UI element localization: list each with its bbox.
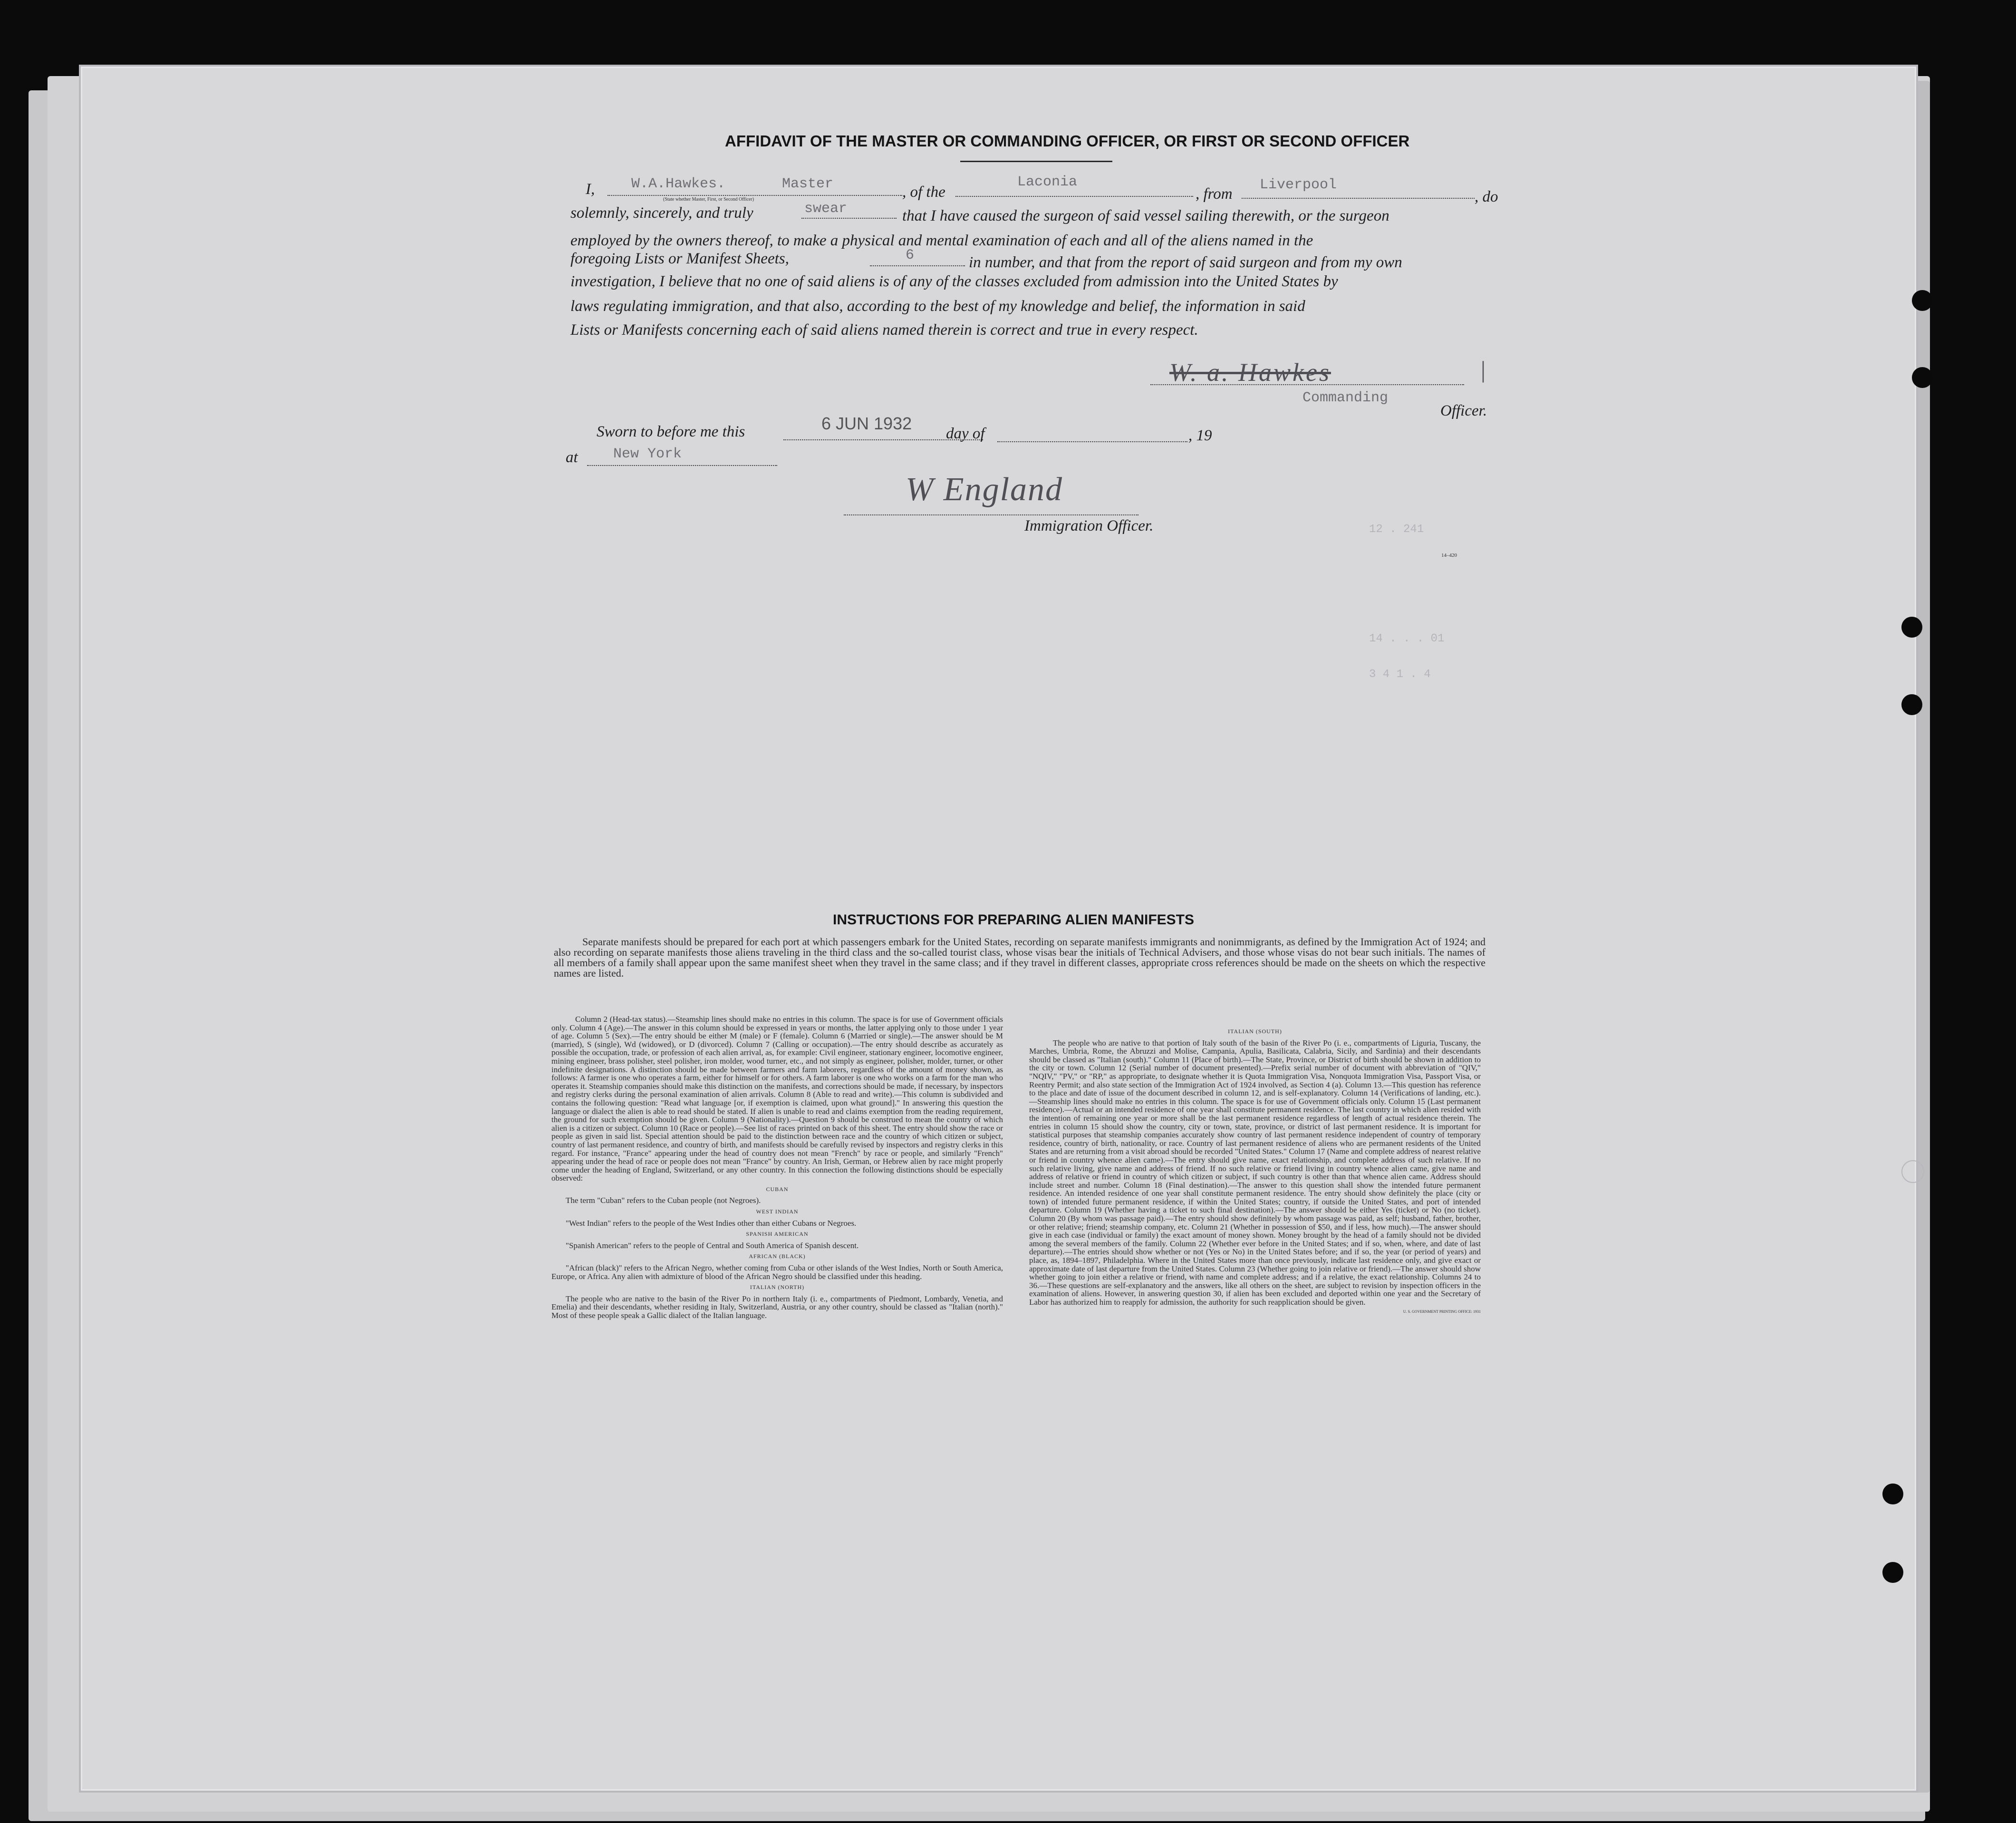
- affidavit-line-2b: that I have caused the surgeon of said vessel sailing therewith, or the surgeon: [902, 207, 1389, 224]
- affidavit-line-3: employed by the owners thereof, to make a physical and mental examination of each and all of the aliens named in the: [570, 232, 1313, 249]
- affidavit-line-7: Lists or Manifests concerning each of said aliens named therein is correct and true in every respect.: [570, 321, 1198, 339]
- spanish-american-text: "Spanish American" refers to the people of Central and South America of Spanish descent.: [566, 1241, 859, 1250]
- gpo-imprint: U. S. GOVERNMENT PRINTING OFFICE: 1931: [1403, 1309, 1481, 1314]
- bleed-through-text: 12 . 241: [1369, 523, 1424, 536]
- west-indian-text: "West Indian" refers to the people of the West Indies other than either Cubans or Negroes.: [566, 1218, 857, 1228]
- immigration-officer-label: Immigration Officer.: [1024, 517, 1154, 534]
- punch-hole: [1901, 617, 1922, 638]
- bleed-through-text: 14 . . . 01: [1369, 632, 1445, 645]
- day-of-label: day of: [946, 425, 985, 442]
- affidavit-line-5: investigation, I believe that no one of said aliens is of any of the classes excluded from admission into the United States by: [570, 273, 1338, 290]
- date-stamp: 6 JUN 1932: [821, 414, 912, 433]
- year-prefix: , 19: [1188, 427, 1212, 444]
- immigration-line: [844, 514, 1138, 515]
- punch-hole: [1882, 1562, 1903, 1583]
- master-name: W.A.Hawkes.: [631, 176, 726, 192]
- italian-north-heading: ITALIAN (NORTH): [750, 1284, 805, 1291]
- place-line: [587, 465, 777, 466]
- cuban-heading: CUBAN: [766, 1185, 789, 1193]
- punch-hole: [1912, 367, 1933, 388]
- vessel-name: Laconia: [1017, 174, 1078, 190]
- oath-word: swear: [804, 201, 848, 217]
- month-line: [997, 441, 1187, 442]
- cuban-text: The term "Cuban" refers to the Cuban people (not Negroes).: [566, 1196, 761, 1205]
- right-columns-text: The people who are native to that portion of Italy south of the basin of the River Po (i. e., compartments of Liguria, Tuscany, the Marches, Umbria, Rome, the Abruzzi and Molise, Campania, Apulia, Basilicata, Calabria, Sicily, and Sardinia) and their descendants should be classed as "Italian (south)." Column 11 (Place of birth).—The State, Province, or District of birth should be shown in addition to the city or town. Column 12 (Serial number of document presented).—Prefix serial number of document with abbreviation of "QIV," "NQIV," "PV," or "RP," as appropriate, to designate whether it is Quota Immigration Visa, Nonquota Immigration Visa, Passport Visa, or Reentry Permit; and also state section of the Immigration Act of 1924 involved, as Section 4 (a). Column 13.—This question has reference to the place and date of issue of the document described in column 12, and is self-explanatory. Column 14 (Verifications of landing, etc.).—Steamship lines should make no entries in this column. The space is for use of Government officials only. Column 15 (Last permanent residence).—Actual or an intended residence of one year shall constitute permanent residence. The last country in which alien resided with the intention of remaining one year or more shall be the last permanent residence regardless of length of actual residence therein. The entries in column 15 should show the country, city or town, state, province, or district of last permanent residence. It is important for statistical purposes that steamship companies accurately show country of last permanent residence independent of country of temporary residence, country of birth, nationality, or race. Country of last permanent residence of aliens who are permanent residents of the United States and are returning from a visit abroad should be recorded "United States." Column 17 (Name and complete address of nearest relative or friend in country whence alien came).—The entry should give name, exact relationship, and complete address of such relative. If no such relative living, give name and address of friend. If no such relative or friend living in country whence alien came, give name and address of relative or friend in country of which citizen or subject, if such country is other than that whence alien came. Address should include street and number. Column 18 (Final destination).—The answer to this question shall show the intended future permanent residence. An intended residence of one year shall constitute permanent residence. The entry should show definitely the place (city or town) of intended future permanent residence, if within the United States; country, if outside the United States, and port of intended departure. Column 19 (Whether having a ticket to such final destination).—The answer should be either Yes (ticket) or No (no ticket). Column 20 (By whom was passage paid).—The entry should show definitely by whom passage was paid, as self; husband, father, brother, or other relative; friend; steamship company, etc. Column 21 (Whether in possession of $50, and if less, how much).—The answer should give in each case (individual or family) the exact amount of money shown. Money brought by the head of a family should not be divided among the several members of the family. Column 22 (Whether ever before in the United States; and if so, when, where, and date of last departure).—The entries should show whether or not (Yes or No) in the United States before; and if so, the year (or period of years) and place, as, 1894–1897, Philadelphia. Where in the United States more than once previously, indicate last residence only, and give exact or approximate date of last departure from the United States. Column 23 (Whether going to join relative or friend).—The answer should show whether going to join either a relative or friend, with name and complete address; and if a relative, the exact relationship. Columns 24 to 36.—These questions are self-explanatory and the answers, like all others on the sheet, are subject to revision by inspection officers in the examination of aliens. However, in answering question 30, if alien has been excluded and deported within one year and the Secretary of Labor has authorized him to reapply for admission, the authority for such reapplication should be given.: [1029, 1038, 1481, 1307]
- african-heading: AFRICAN (BLACK): [749, 1253, 806, 1260]
- affidavit-line-6: laws regulating immigration, and that also, according to the best of my knowledge and belief, the information in said: [570, 298, 1305, 315]
- at-label: at: [566, 449, 578, 466]
- name-line: [608, 195, 902, 196]
- port-line: [1242, 198, 1475, 199]
- rank-note: (State whether Master, First, or Second Officer): [663, 197, 754, 202]
- officer-label: Officer.: [1440, 402, 1487, 419]
- affidavit-line-4b: in number, and that from the report of said surgeon and from my own: [969, 254, 1402, 271]
- sheets-line: [870, 265, 965, 266]
- italian-south-heading: ITALIAN (SOUTH): [1228, 1028, 1282, 1035]
- punch-hole: [1901, 694, 1922, 715]
- sheet-count: 6: [906, 247, 915, 263]
- immigration-signature: W England: [906, 471, 1063, 508]
- west-indian-heading: WEST INDIAN: [756, 1208, 799, 1215]
- master-rank: Master: [782, 176, 834, 192]
- master-signature: W. a. Hawkes: [1169, 358, 1331, 387]
- punch-hole: [1901, 1160, 1924, 1183]
- commanding-typed: Commanding: [1302, 390, 1389, 406]
- spanish-american-heading: SPANISH AMERICAN: [746, 1231, 809, 1238]
- signature-tick: |: [1481, 356, 1486, 383]
- title-divider: [960, 161, 1112, 162]
- of-the-label: , of the: [902, 184, 945, 201]
- affidavit-i: I,: [586, 181, 595, 198]
- affidavit-title: AFFIDAVIT OF THE MASTER OR COMMANDING OFFICER, OR FIRST OR SECOND OFFICER: [725, 132, 1410, 150]
- port-name: Liverpool: [1260, 177, 1337, 193]
- vessel-line: [955, 196, 1193, 197]
- instructions-title: INSTRUCTIONS FOR PREPARING ALIEN MANIFESTS: [833, 912, 1195, 928]
- bleed-through-text: 3 4 1 . 4: [1369, 668, 1431, 681]
- italian-north-text: The people who are native to the basin of the River Po in northern Italy (i. e., compartments of Piedmont, Lombardy, Venetia, and Emelia) and their descendants, whether residing in Italy, Switzerland, Austria, or any other country, should be classed as "Italian (north)." Most of these people speak a Gallic dialect of the Italian language.: [551, 1294, 1003, 1320]
- do-label: , do: [1475, 188, 1498, 205]
- punch-hole: [1882, 1484, 1903, 1504]
- left-instructions-column: [551, 1015, 1003, 1320]
- african-text: "African (black)" refers to the African Negro, whether coming from Cuba or other islands of the West Indies, North or South America, Europe, or Africa. Any alien with admixture of blood of the African Negro should be classified under this heading.: [551, 1263, 1003, 1281]
- left-columns-text: Column 2 (Head-tax status).—Steamship lines should make no entries in this column. The space is for use of Government officials only. Column 4 (Age).—The answer in this column should be expressed in years or months, the latter applying only to those under 1 year of age. Column 5 (Sex).—The entry should be either M (male) or F (female). Column 6 (Married or single).—The answer should be M (married), S (single), Wd (widowed), or D (divorced). Column 7 (Calling or occupation).—The entry should describe as accurately as possible the occupation, trade, or profession of each alien arrival, as, for example: Civil engineer, stationary engineer, locomotive engineer, mining engineer, brass polisher, steel polisher, iron molder, wood turner, etc., and not simply as engineer, polisher, molder, turner, or other indefinite designations. A distinction should be made between farmers and farm laborers, regardless of the amount of money shown, as follows: A farmer is one who operates a farm, either for himself or for others. A farm laborer is one who works on a farm for the man who operates it. Steamship companies should make this distinction on the manifests, and corrections should be made, if necessary, by inspectors and registry clerks during the personal examination of alien arrivals. Column 8 (Able to read and write).—This column is subdivided and contains the following question: "Read what language [or, if exemption is claimed, upon what ground]." In answering this question the language or dialect the alien is able to read should be stated. If alien is unable to read and claims exemption from the reading requirement, the ground for such exemption should be given. Column 9 (Nationality).—Question 9 should be construed to mean the country of which alien is a citizen or subject. Column 10 (Race or people).—See list of races printed on back of this sheet. The entry should show the race or people as given in said list. Special attention should be paid to the distinction between race and the country of which citizen or subject, country of last permanent residence, and country of birth, and manifests should be carefully revised by inspectors and registry clerks in this regard. For instance, "France" appearing under the head of country does not mean "French" by race or people, and similarly "French" appearing under the head of race or people does not mean "France" by country. An Irish, German, or Hebrew alien by race might properly come under the heading of England, Switzerland, or any other country. In this connection the following distinctions should be especially observed:: [551, 1015, 1003, 1183]
- sworn-place: New York: [613, 446, 682, 462]
- oath-line: [801, 218, 897, 219]
- affidavit-line-4a: foregoing Lists or Manifest Sheets,: [570, 250, 789, 267]
- form-number: 14–420: [1441, 553, 1457, 558]
- punch-hole: [1912, 290, 1933, 311]
- from-label: , from: [1196, 185, 1233, 203]
- sworn-label: Sworn to before me this: [597, 423, 745, 440]
- right-instructions-column: [1029, 1025, 1481, 1316]
- affidavit-line-2a: solemnly, sincerely, and truly: [570, 204, 753, 222]
- instructions-intro: Separate manifests should be prepared for each port at which passengers embark for the United States, recording on separate manifests immigrants and nonimmigrants, as defined by the Immigration Act of 1924; and also recording on separate manifests those aliens traveling in the third class and the so-called tourist class, whose visas bear the initials of Technical Advisers, and those whose visas do not bear such initials. The names of all members of a family shall appear upon the same manifest sheet when they travel in the same class; and if they travel in different classes, appropriate cross references should be made on the sheets on which the respective names are listed.: [554, 936, 1485, 979]
